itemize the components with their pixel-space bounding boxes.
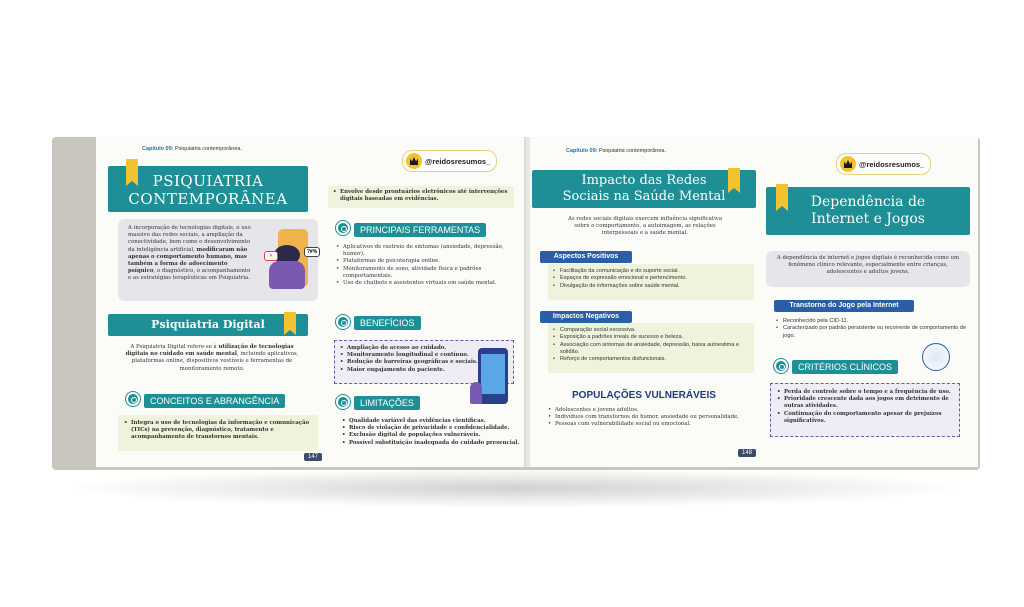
criteria-list [777,389,953,425]
disorder-title: Transtorno do Jogo pela Internet [774,300,914,312]
limits-box [342,418,522,447]
list-item: • Comparação social excessiva. [553,327,749,334]
phone-illustration [470,348,514,408]
list-item: • Associação com sintomas de ansiedade, depressão, baixa autoestima e solidão. [553,342,749,357]
person-figure [470,382,482,404]
list-item: • Qualidade variável das evidências científicas. [342,418,522,425]
concepts-list [124,420,312,442]
left-page [96,137,526,467]
positive-title: Aspectos Positivos [540,251,632,263]
chapter-header [566,148,666,154]
list-item: • Continuação do comportamento apesar de prejuízos significativos. [777,411,953,425]
criteria-title: CRITÉRIOS CLÍNICOS [792,360,898,374]
concepts-title: CONCEITOS E ABRANGÊNCIA [144,394,285,408]
list-item: • Redução de barreiras geográficas e sociais. [340,359,508,366]
page-number: 148 [738,449,756,457]
list-item: • Monitoramento de sono, atividade física e padrões comportamentais. [336,266,516,280]
disorder-list [776,318,972,340]
gear-icon [126,392,140,406]
impact-intro: As redes sociais digitais exercem influência significativa sobre o comportamento, a autoimagem, as relações interpessoais e a saúde mental. [567,216,723,237]
page-number: 147 [304,453,322,461]
top-bullet-box [328,186,514,208]
list-item: • Exclusão digital de populações vulneráveis. [342,432,522,439]
intro-text-1: A incorporação de tecnologias digitais, o uso massivo das redes sociais, a ampliação da conectividade, bem como o desenvolvimento da inteligência artificial, [128,225,251,253]
digital-title: Psiquiatria Digital [108,314,308,336]
vulnerable-list [548,407,748,429]
sad-person-illustration [264,227,320,297]
limits-list [342,418,522,447]
dependence-title-line2: Internet e Jogos [811,211,925,227]
bookmark-ribbon [126,159,138,181]
list-item: • Divulgação de informações sobre saúde mental. [553,283,749,290]
right-page [530,137,978,467]
page-title-line2: CONTEMPORÂNEA [128,190,288,208]
logo-handle: @reidosresumos_ [859,159,925,169]
list-item: • Reconhecido pela CID-11. [776,318,972,325]
impact-title-box [532,170,756,208]
person-body [269,261,305,289]
digital-text [122,344,302,373]
negative-list [553,327,749,363]
gear-icon [336,221,350,235]
phone-screen [481,354,505,394]
top-bullet-list [333,189,509,203]
list-item: • Prioridade crescente dada aos jogos em detrimento de outras atividades. [777,396,953,410]
list-item: • Monitoramento longitudinal e contínuo. [340,352,508,359]
dependence-title-box [766,187,970,235]
disorder-box [776,318,972,340]
list-item: • Caracterizado por padrão persistente ou recorrente de comportamento de jogo. [776,325,972,340]
positive-box [548,264,754,300]
list-item: • Ampliação do acesso ao cuidado. [340,345,508,352]
list-item: • Indivíduos com transtornos do humor, ansiedade ou personalidade. [548,414,748,421]
crown-icon [406,153,422,169]
list-item: • Pessoas com vulnerabilidade social ou emocional. [548,421,748,428]
bookmark-ribbon [728,168,740,188]
vulnerable-title: POPULAÇÕES VULNERÁVEIS [572,390,716,401]
negative-title: Impactos Negativos [540,311,632,323]
brand-logo [836,153,931,175]
vulnerable-box [548,407,748,429]
tools-title: PRINCIPAIS FERRAMENTAS [354,223,486,237]
dependence-title-line1: Dependência de [810,194,926,210]
digital-text-bold: utilização de tecnologias digitais no cuidado em saúde mental [125,344,294,358]
list-item: • Exposição a padrões irreais de sucesso e beleza. [553,334,749,341]
tools-list [336,244,516,287]
gear-icon [336,395,350,409]
list-item: • Adolescentes e jovens adultos. [548,407,748,414]
benefits-title: BENEFÍCIOS [354,316,421,330]
gear-icon [774,359,788,373]
list-item: • Possível substituição inadequada do cuidado presencial. [342,440,522,447]
limits-title: LIMITAÇÕES [354,396,420,410]
list-item: • Maior engajamento do paciente. [340,367,508,374]
concepts-box [118,415,318,451]
list-item: • Integra o uso de tecnologias da informação e comunicação (TICs) na prevenção, diagnóstico, tratamento e acompanhamento de transtornos mentais. [124,420,312,442]
digital-text-2: , incluindo aplicativos, plataformas online, dispositivos vestíveis e ferramentas de monitoramento remoto. [131,351,299,372]
list-item: • Uso de chatbots e assistentes virtuais em saúde mental. [336,280,516,287]
impact-title-line1: Impacto das Redes [581,173,707,188]
list-item: • Reforço de comportamentos disfuncionais. [553,356,749,363]
intro-text-bold: modificaram não apenas o comportamento humano, mas também a forma de adoecimento psíquico [128,246,248,275]
list-item: • Envolve desde prontuários eletrônicos até intervenções digitais baseadas em evidências. [333,189,509,203]
thumbs-down-icon: ✕ [264,251,278,261]
globe-icon [922,343,950,371]
list-item: • Facilitação da comunicação e do suporte social. [553,268,749,275]
chapter-header [142,146,242,152]
bookmark-ribbon-2 [284,312,296,330]
intro-text-2: , o diagnóstico, o acompanhamento e as estratégias terapêuticas em Psiquiatria. [128,268,251,282]
gear-icon [336,315,350,329]
list-item: • Perda de controle sobre o tempo e a frequência de uso. [777,389,953,396]
digital-text-1: A Psiquiatria Digital refere-se à [130,344,219,350]
chapter-label: Capítulo 09: [566,148,598,154]
dependence-intro: A dependência de internet e jogos digitais é reconhecida como um fenômeno clínico relevante, especialmente entre crianças, adolescentes e adultos jovens. [766,251,970,287]
logo-handle: @reidosresumos_ [425,156,491,166]
positive-list [553,268,749,290]
criteria-box [770,383,960,437]
chapter-label: Capítulo 09: [142,146,174,152]
list-item: • Espaços de expressão emocional e pertencimento. [553,275,749,282]
list-item: • Plataformas de psicoterapia online. [336,258,516,265]
list-item: • Aplicativos de rastreio de sintomas (ansiedade, depressão, humor). [336,244,516,258]
list-item: • Risco de violação de privacidade e confidencialidade. [342,425,522,432]
bookmark-ribbon-2 [776,184,788,206]
chapter-name: Psiquiatria contemporânea. [175,146,242,152]
impact-title-line2: Sociais na Saúde Mental [562,189,726,204]
tools-box [336,244,516,287]
negative-box [548,323,754,373]
book-shadow [60,468,970,508]
emoji-badge: ?#% [304,247,320,257]
crown-icon [840,156,856,172]
brand-logo [402,150,497,172]
page-title-line1: PSIQUIATRIA [152,172,264,190]
title-box [108,166,308,212]
chapter-name: Psiquiatria contemporânea. [599,148,666,154]
